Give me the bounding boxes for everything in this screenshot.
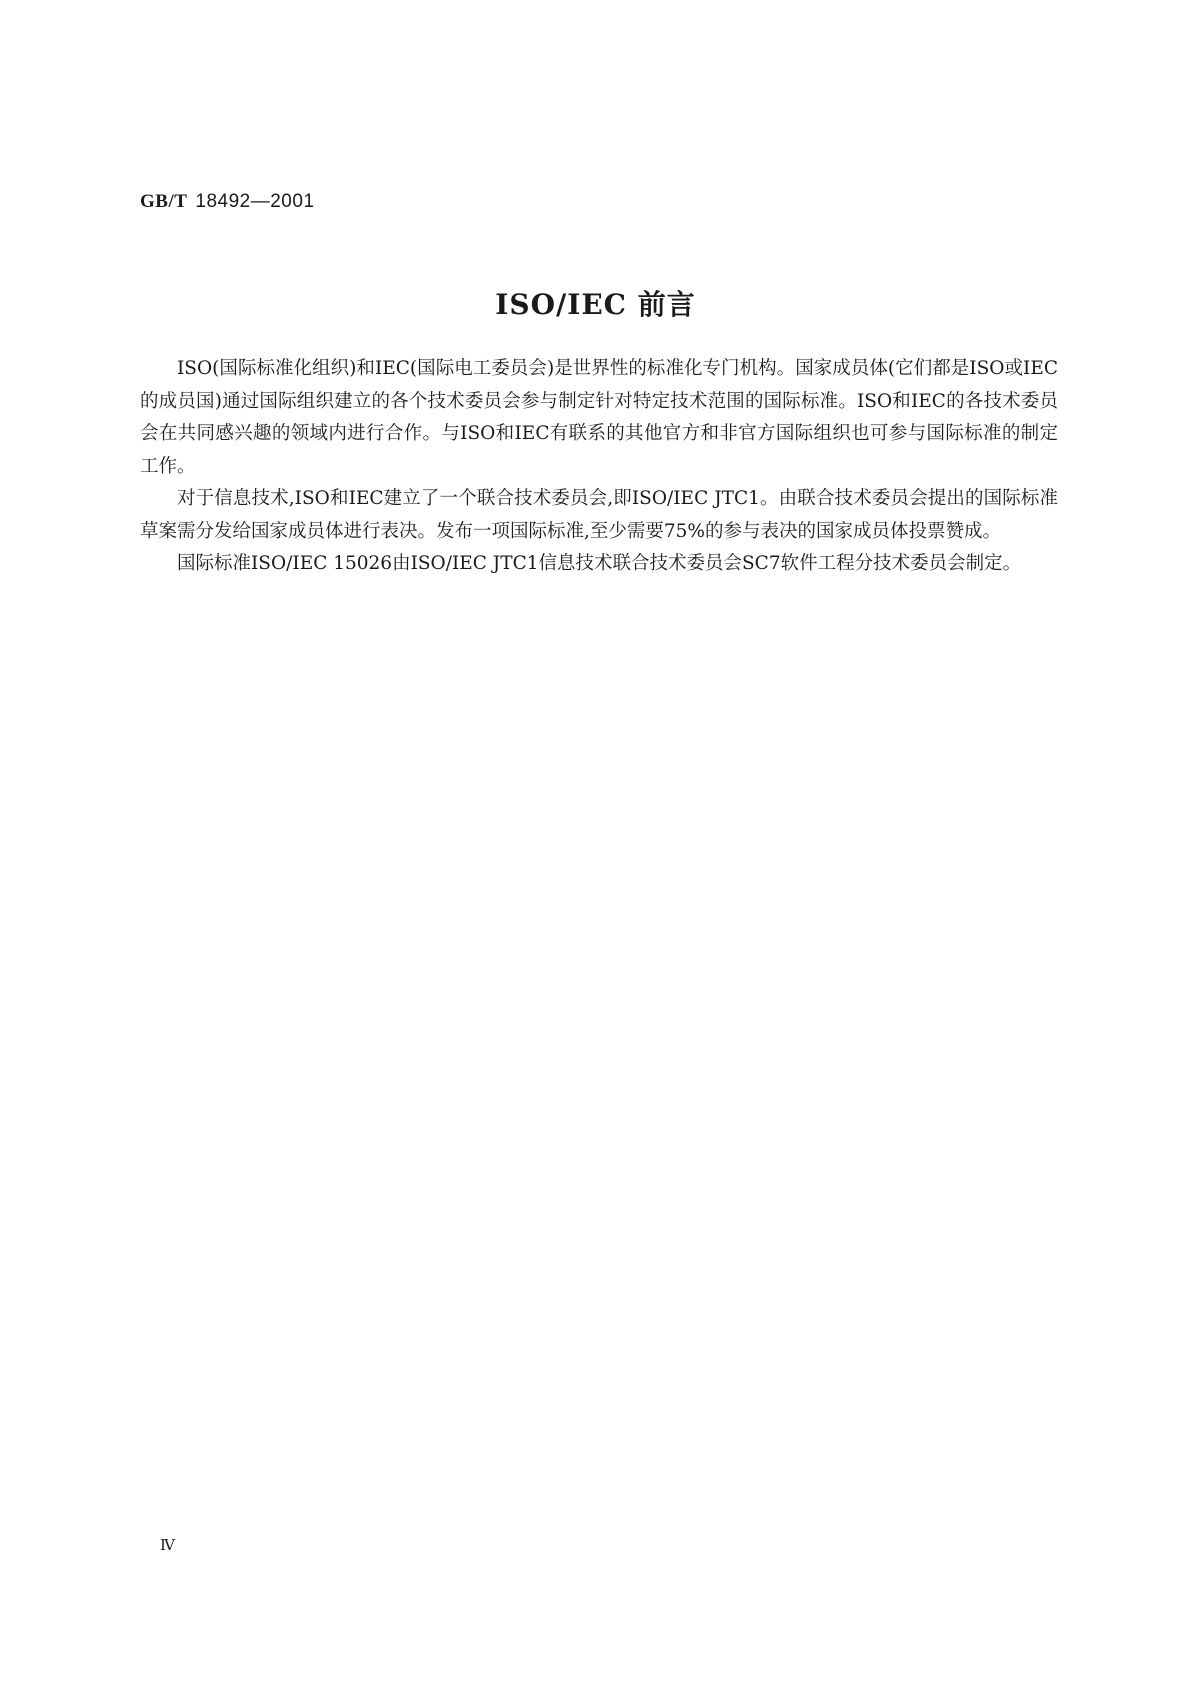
page-title: ISO/IEC 前言 [495,288,696,321]
standard-code-number: 18492—2001 [195,191,315,212]
body-text [140,353,1058,581]
paragraph-3: 国际标准ISO/IEC 15026由ISO/IEC JTC1信息技术联合技术委员会SC7软件工程分技术委员会制定。 [177,553,1022,574]
standard-code [140,190,315,213]
paragraph-2: 对于信息技术,ISO和IEC建立了一个联合技术委员会,即ISO/IEC JTC1。由联合技术委员会提出的国际标准草案需分发给国家成员体进行表决。发布一项国际标准,至少需要75%的参与表决的国家成员体投票赞成。 [140,488,1058,542]
page-number: Ⅳ [160,1538,175,1554]
standard-code-prefix: GB/T [140,191,188,212]
paragraph-1: ISO(国际标准化组织)和IEC(国际电工委员会)是世界性的标准化专门机构。国家成员体(它们都是ISO或IEC的成员国)通过国际组织建立的各个技术委员会参与制定针对特定技术范围的国际标准。ISO和IEC的各技术委员会在共同感兴趣的领域内进行合作。与ISO和IEC有联系的其他官方和非官方国际组织也可参与国际标准的制定工作。 [140,358,1058,477]
